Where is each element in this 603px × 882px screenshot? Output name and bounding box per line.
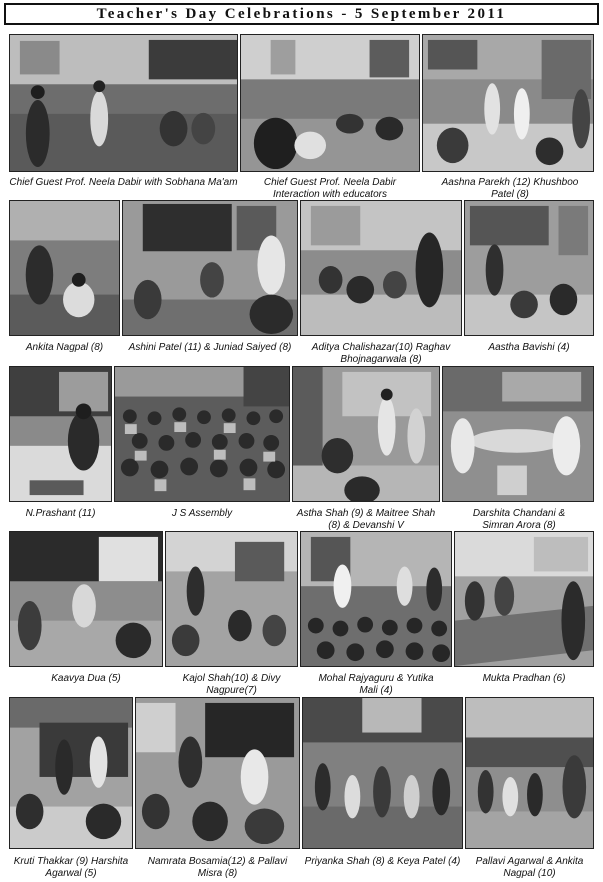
photo-pallavi-ankita — [465, 697, 594, 849]
caption: Kruti Thakkar (9) Harshita Agarwal (5) — [13, 856, 129, 879]
caption: Astha Shah (9) & Maitree Shah (8) & Devanshi V — [296, 508, 436, 531]
photo-ashini-juniad — [122, 200, 298, 336]
caption: Chief Guest Prof. Neela Dabir Interaction with educators — [263, 177, 397, 200]
caption: Mohal Rajyaguru & Yutika Mali (4) — [318, 673, 434, 696]
photo-priyanka-keya — [302, 697, 463, 849]
caption: Priyanka Shah (8) & Keya Patel (4) — [304, 856, 461, 867]
caption: Mukta Pradhan (6) — [482, 673, 566, 684]
photo-mohal-yutika — [300, 531, 452, 667]
photo-aashna-khushboo — [422, 34, 594, 172]
page-title: Teacher's Day Celebrations - 5 September 2011 — [4, 3, 599, 25]
photo-aastha-bavishi — [464, 200, 594, 336]
photo-kruti-harshita — [9, 697, 133, 849]
caption: Darshita Chandani & Simran Arora (8) — [472, 508, 566, 531]
photo-kajol-divy — [165, 531, 298, 667]
photo-darshita-simran — [442, 366, 594, 502]
caption: J S Assembly — [171, 508, 233, 519]
caption: Aditya Chalishazar(10) Raghav Bhojnagarwala (8) — [311, 342, 451, 365]
caption: Namrata Bosamia(12) & Pallavi Misra (8) — [147, 856, 288, 879]
photo-mukta-pradhan — [454, 531, 594, 667]
photo-chief-guest-with-sobhana — [9, 34, 238, 172]
caption: Pallavi Agarwal & Ankita Nagpal (10) — [475, 856, 584, 879]
photo-n-prashant — [9, 366, 112, 502]
caption: N.Prashant (11) — [25, 508, 96, 519]
photo-ankita-nagpal — [9, 200, 120, 336]
caption: Aastha Bavishi (4) — [488, 342, 570, 353]
photo-chief-guest-interaction — [240, 34, 420, 172]
photo-kaavya-dua — [9, 531, 163, 667]
caption: Ashini Patel (11) & Juniad Saiyed (8) — [128, 342, 292, 353]
caption: Kajol Shah(10) & Divy Nagpure(7) — [182, 673, 281, 696]
caption: Chief Guest Prof. Neela Dabir with Sobhana Ma'am — [9, 177, 238, 188]
photo-aditya-raghav — [300, 200, 462, 336]
photo-astha-maitree-devanshi — [292, 366, 440, 502]
caption: Ankita Nagpal (8) — [25, 342, 104, 353]
photo-js-assembly — [114, 366, 290, 502]
caption: Kaavya Dua (5) — [51, 673, 121, 684]
caption: Aashna Parekh (12) Khushboo Patel (8) — [441, 177, 579, 200]
photo-namrata-pallavi — [135, 697, 300, 849]
